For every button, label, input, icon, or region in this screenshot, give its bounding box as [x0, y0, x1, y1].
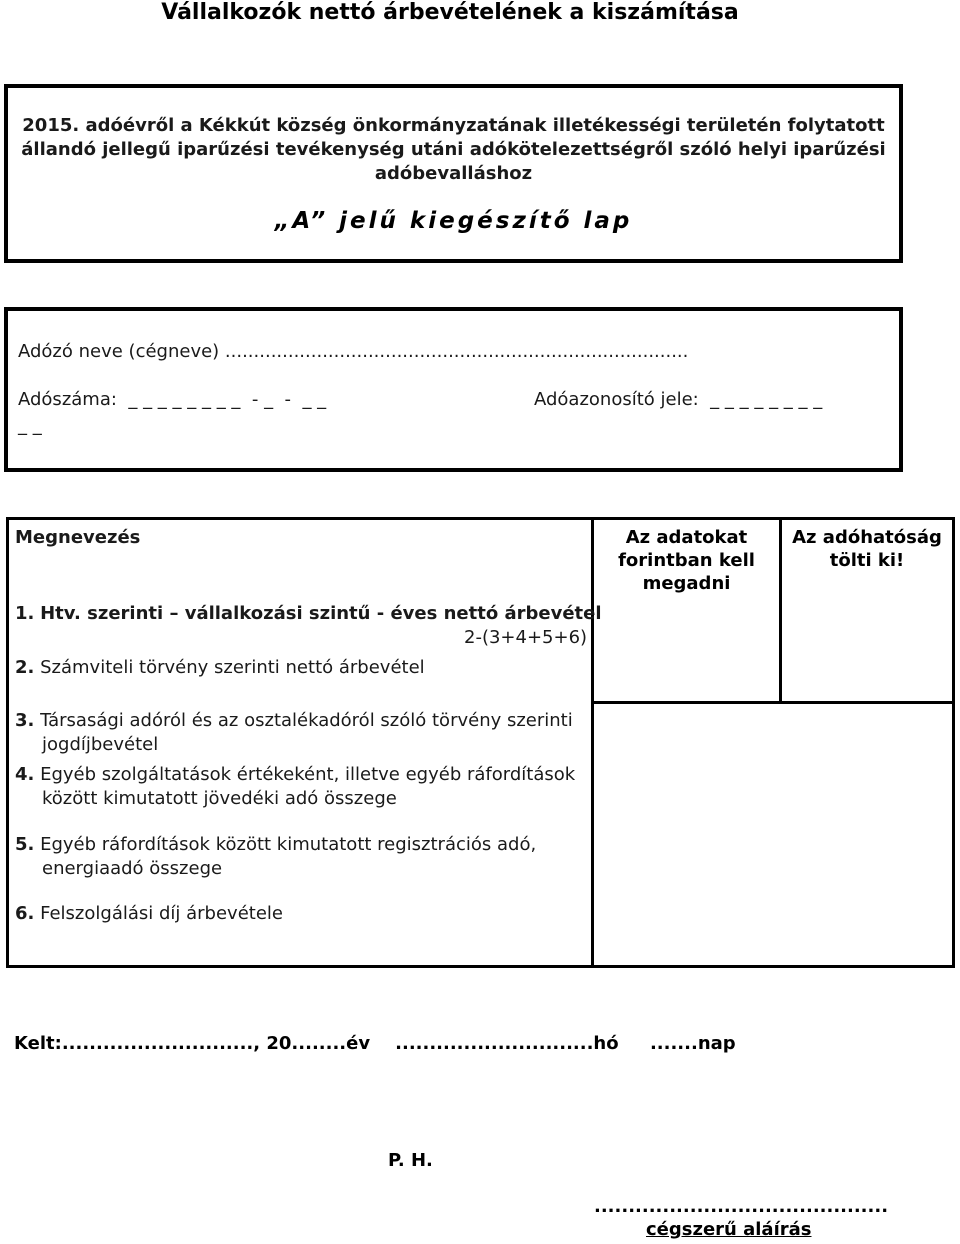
header-line-3: adóbevalláshoz — [374, 163, 533, 184]
row-4-number: 4. — [15, 764, 35, 785]
row-4 — [15, 763, 575, 786]
col-header-amount-line-2: forintban kell — [618, 550, 755, 571]
col-header-amount-line-1: Az adatokat — [625, 527, 748, 548]
stamp-placeholder: P. H. — [388, 1150, 433, 1171]
row-3-number: 3. — [15, 710, 35, 731]
tax-id-field-continuation[interactable]: _ _ — [18, 415, 42, 436]
col-header-amount-line-3: megadni — [642, 573, 731, 594]
row-1-text: Htv. szerinti – vállalkozási szintű - éves nettó árbevétel — [40, 603, 602, 624]
row-2-text: Számviteli törvény szerinti nettó árbevétel — [40, 657, 425, 678]
col-header-name: Megnevezés — [15, 527, 141, 548]
row-5-text-line-2: energiaadó összege — [42, 858, 223, 879]
row-5-number: 5. — [15, 834, 35, 855]
row-3 — [15, 709, 573, 732]
declaration-header-box — [4, 84, 903, 263]
revenue-table — [6, 517, 955, 968]
declaration-header-text — [8, 114, 899, 186]
signature-label: cégszerű aláírás — [646, 1219, 812, 1240]
taxpayer-box — [4, 307, 903, 472]
header-line-2: állandó jellegű iparűzési tevékenység utáni adókötelezettségről szóló helyi iparűzési — [21, 139, 886, 160]
row-5 — [15, 833, 536, 856]
row-4-text-line-1: Egyéb szolgáltatások értékeként, illetve egyéb ráfordítások — [40, 764, 576, 785]
row-6-number: 6. — [15, 903, 35, 924]
row-divider — [591, 701, 952, 704]
row-3-text-line-1: Társasági adóról és az osztalékadóról szóló törvény szerinti — [40, 710, 573, 731]
col-header-authority-line-2: tölti ki! — [829, 550, 905, 571]
row-1-number: 1. — [15, 603, 35, 624]
signature-line[interactable]: ........................................... — [594, 1196, 889, 1217]
sheet-label: „A” jelű kiegészítő lap — [274, 208, 633, 234]
row-5-text-line-1: Egyéb ráfordítások között kimutatott regisztrációs adó, — [40, 834, 537, 855]
tax-number-field[interactable]: Adószáma: _ _ _ _ _ _ _ _ - _ - _ _ — [18, 389, 327, 410]
col-header-amount — [594, 526, 779, 595]
header-line-1: 2015. adóévről a Kékkút község önkormányzatának illetékességi területén folytatott — [22, 115, 885, 136]
row-1-formula: 2-(3+4+5+6) — [464, 627, 588, 648]
row-4-text-line-2: között kimutatott jövedéki adó összege — [42, 788, 397, 809]
col-header-authority — [782, 526, 952, 572]
row-3-text-line-2: jogdíjbevétel — [42, 734, 159, 755]
row-2 — [15, 656, 425, 679]
row-2-number: 2. — [15, 657, 35, 678]
row-6-text: Felszolgálási díj árbevétele — [40, 903, 283, 924]
date-line[interactable]: Kelt:............................, 20........év .............................hó .......nap — [14, 1033, 736, 1054]
taxpayer-name-field[interactable]: Adózó neve (cégneve) ................................................................................. — [18, 341, 689, 362]
row-1 — [15, 602, 602, 625]
tax-id-field[interactable]: Adóazonosító jele: _ _ _ _ _ _ _ _ — [534, 389, 823, 410]
page-title: Vállalkozók nettó árbevételének a kiszámítása — [161, 0, 739, 25]
col-header-authority-line-1: Az adóhatóság — [792, 527, 942, 548]
row-6 — [15, 902, 283, 925]
